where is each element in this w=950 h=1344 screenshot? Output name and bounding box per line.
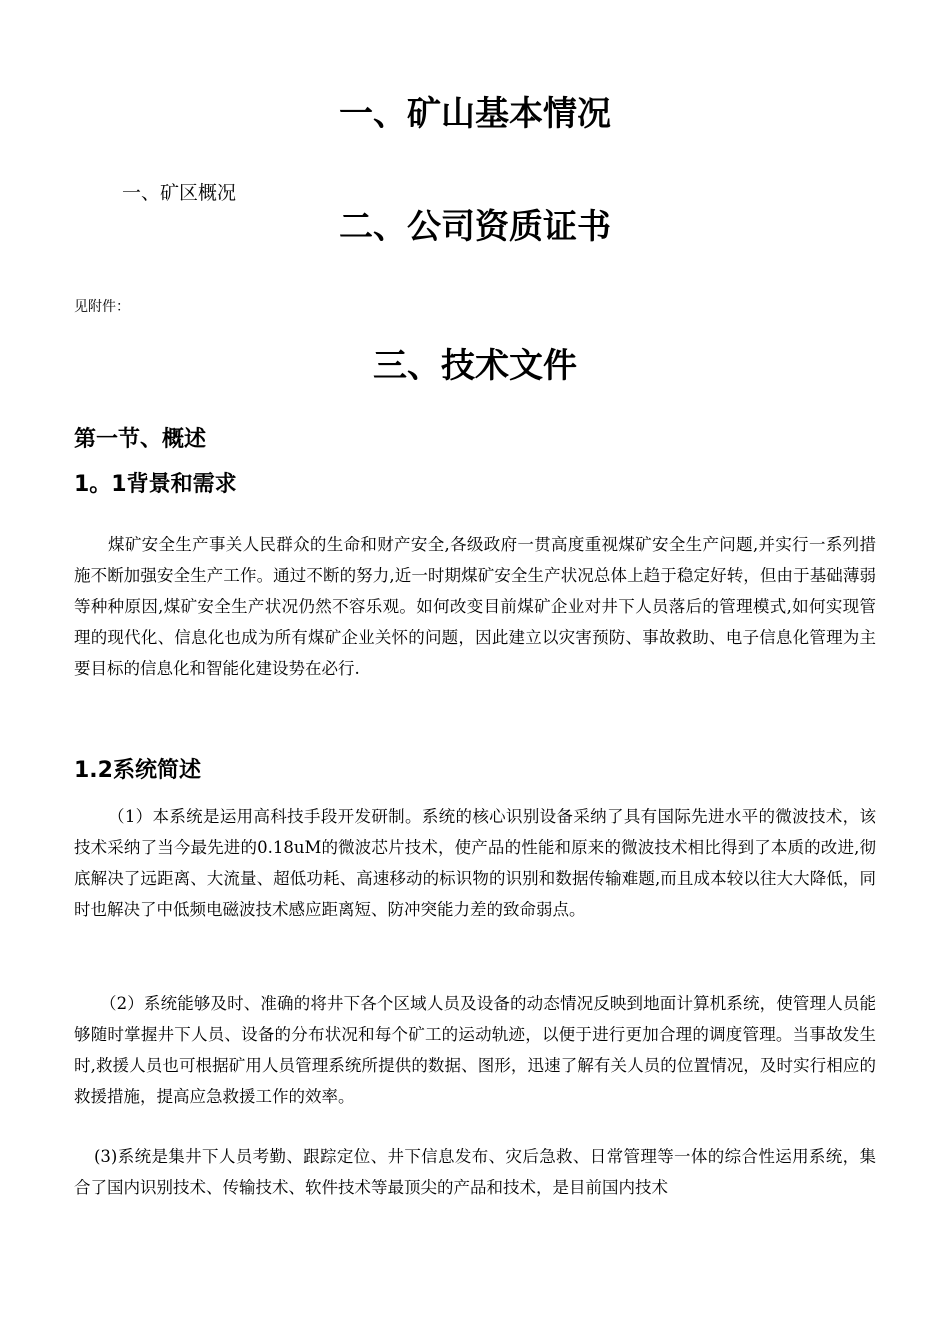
paragraph-system-3: (3)系统是集井下人员考勤、跟踪定位、井下信息发布、灾后急救、日常管理等一体的综合性运用系统，集合了国内识别技术、传输技术、软件技术等最顶尖的产品和技术，是目前国内技术 bbox=[74, 1147, 876, 1197]
subsection-background-title: 1。1背景和需求 bbox=[74, 472, 237, 497]
section-overview-title: 第一节、概述 bbox=[74, 427, 207, 452]
paragraph-background: 煤矿安全生产事关人民群众的生命和财产安全,各级政府一贯高度重视煤矿安全生产问题,并实行一系列措施不断加强安全生产工作。通过不断的努力,近一时期煤矿安全生产状况总体上趋于稳定好转，但由于基础薄弱等种种原因,煤矿安全生产状况仍然不容乐观。如何改变目前煤矿企业对井下人员落后的管理模式,如何实现管理的现代化、信息化也成为所有煤矿企业关怀的问题，因此建立以灾害预防、事故救助、电子信息化管理为主要目标的信息化和智能化建设势在必行. bbox=[74, 535, 876, 678]
heading-company-certificate: 二、公司资质证书 bbox=[339, 207, 611, 247]
attachment-note: 见附件： bbox=[74, 299, 130, 315]
heading-technical-documents: 三、技术文件 bbox=[373, 346, 577, 386]
subsection-system-title: 1.2系统简述 bbox=[74, 758, 201, 783]
subheading-mine-area: 一、矿区概况 bbox=[122, 182, 237, 204]
paragraph-system-1: （1）本系统是运用高科技手段开发研制。系统的核心识别设备采纳了具有国际先进水平的微波技术，该技术采纳了当今最先进的0.18uM的微波芯片技术，使产品的性能和原来的微波技术相比得到了本质的改进,彻底解决了远距离、大流量、超低功耗、高速移动的标识物的识别和数据传输难题,而且成本较以往大大降低，同时也解决了中低频电磁波技术感应距离短、防冲突能力差的致命弱点。 bbox=[74, 807, 876, 919]
heading-mine-overview: 一、矿山基本情况 bbox=[339, 94, 611, 134]
paragraph-system-2: （2）系统能够及时、准确的将井下各个区域人员及设备的动态情况反映到地面计算机系统，使管理人员能够随时掌握井下人员、设备的分布状况和每个矿工的运动轨迹，以便于进行更加合理的调度管理。当事故发生时,救援人员也可根据矿用人员管理系统所提供的数据、图形，迅速了解有关人员的位置情况，及时实行相应的救援措施，提高应急救援工作的效率。 bbox=[74, 994, 876, 1106]
